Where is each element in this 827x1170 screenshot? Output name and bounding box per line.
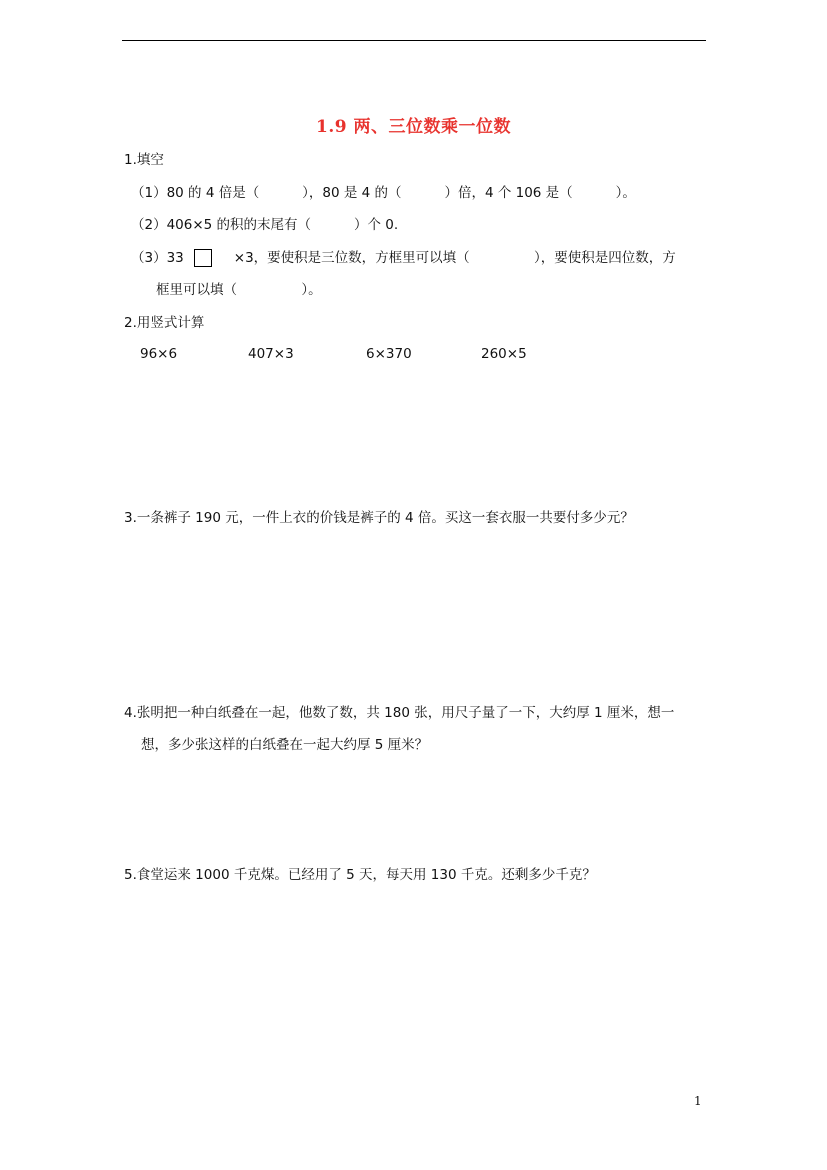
q1-item-2: （2）406×5 的积的末尾有（ ）个 0. [131,217,399,233]
q4-text-line-1: 4.张明把一种白纸叠在一起，他数了数，共 180 张，用尺子量了一下，大约厚 1 厘米，想一 [124,705,675,721]
q1-item-3-prefix: （3）33 [131,250,184,266]
answer-box[interactable] [194,249,212,267]
q1-item-1: （1）80 的 4 倍是（ ），80 是 4 的（ ）倍，4 个 106 是（ ）。 [131,185,636,201]
q1-item-3-suffix: ×3，要使积是三位数，方框里可以填（ ），要使积是四位数，方 [233,250,676,266]
q2-label: 2.用竖式计算 [124,315,205,331]
header-rule [122,40,706,41]
document-title: 1.9 两、三位数乘一位数 [316,117,511,137]
calc-1: 96×6 [140,346,178,362]
q1-label: 1.填空 [124,152,164,168]
calc-2: 407×3 [248,346,294,362]
calc-4: 260×5 [481,346,527,362]
page-number: 1 [694,1094,702,1108]
q1-item-3-continued: 框里可以填（ ）。 [156,282,322,298]
q4-text-line-2: 想，多少张这样的白纸叠在一起大约厚 5 厘米？ [141,737,429,753]
q1-item-3 [131,248,676,268]
q3-text: 3.一条裤子 190 元，一件上衣的价钱是裤子的 4 倍。买这一套衣服一共要付多少元？ [124,510,634,526]
q5-text: 5.食堂运来 1000 千克煤。已经用了 5 天，每天用 130 千克。还剩多少千克？ [124,867,596,883]
calc-3: 6×370 [366,346,412,362]
